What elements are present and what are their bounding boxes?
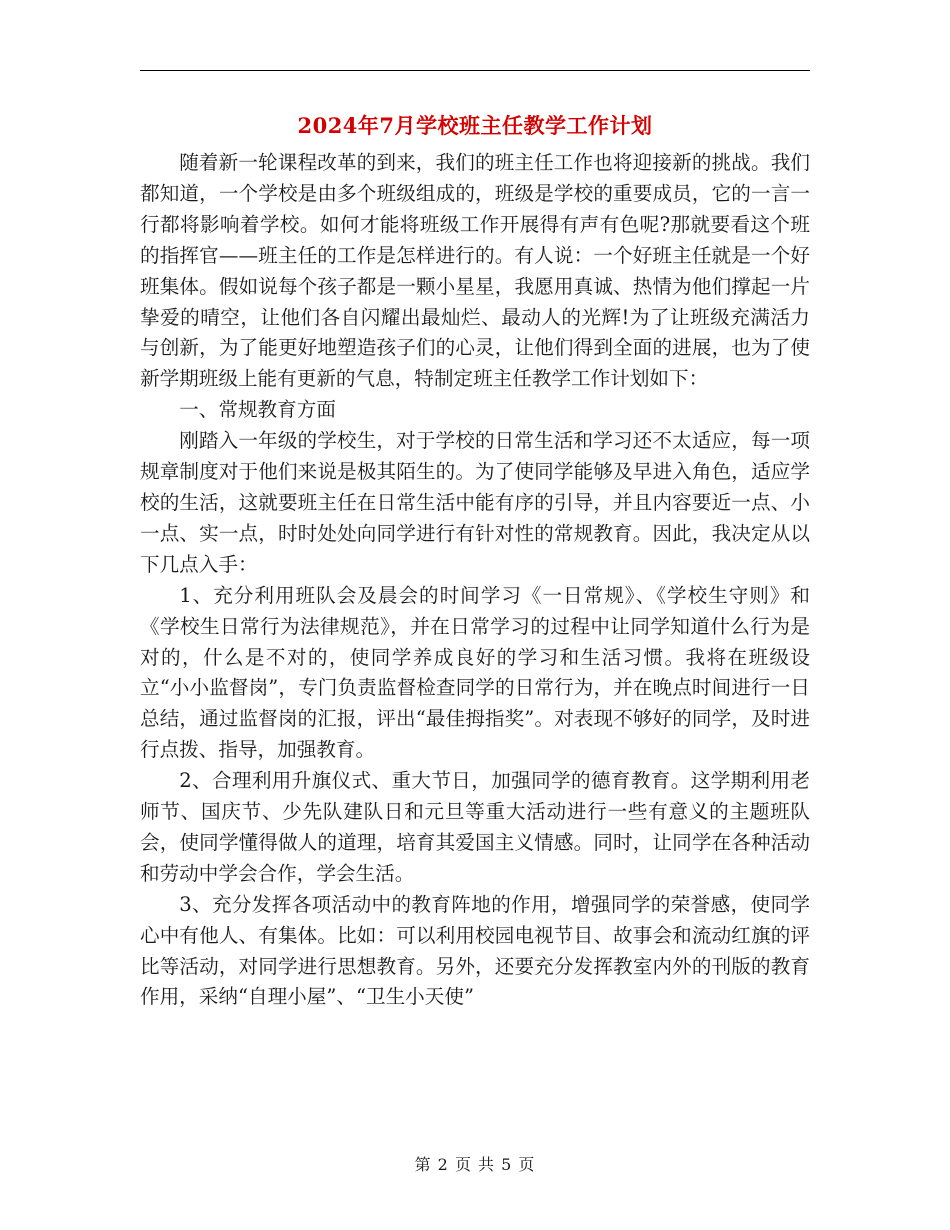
paragraph-item-3: 3、充分发挥各项活动中的教育阵地的作用，增强同学的荣誉感，使同学心中有他人、有集体。比如：可以利用校园电视节目、故事会和流动红旗的评比等活动，对同学进行思想教育。另外，还要充分发挥教室内外的刊版的教育作用，采纳“自理小屋”、“卫生小天使”: [140, 892, 810, 1009]
page-footer: 第 2 页 共 5 页: [414, 1155, 536, 1174]
section-heading-routine-education: 一、常规教育方面: [179, 398, 336, 422]
document-body: [140, 148, 810, 1013]
paragraph-routine-education: 刚踏入一年级的学校生，对于学校的日常生活和学习还不太适应，每一项规章制度对于他们来说是极其陌生的。为了使同学能够及早进入角色，适应学校的生活，这就要班主任在日常生活中能有序的引导，并且内容要近一点、小一点、实一点，时时处处向同学进行有针对性的常规教育。因此，我决定从以下几点入手：: [140, 429, 810, 576]
header-rule: [140, 70, 810, 71]
paragraph-intro: 随着新一轮课程改革的到来，我们的班主任工作也将迎接新的挑战。我们都知道，一个学校是由多个班级组成的，班级是学校的重要成员，它的一言一行都将影响着学校。如何才能将班级工作开展得有声有色呢?那就要看这个班的指挥官——班主任的工作是怎样进行的。有人说：一个好班主任就是一个好班集体。假如说每个孩子都是一颗小星星，我愿用真诚、热情为他们撑起一片挚爱的晴空，让他们各自闪耀出最灿烂、最动人的光辉!为了让班级充满活力与创新，为了能更好地塑造孩子们的心灵，让他们得到全面的进展，也为了使新学期班级上能有更新的气息，特制定班主任教学工作计划如下：: [140, 151, 810, 391]
document-title: 2024年7月学校班主任教学工作计划: [297, 113, 653, 138]
paragraph-item-2: 2、合理利用升旗仪式、重大节日，加强同学的德育教育。这学期利用老师节、国庆节、少先队建队日和元旦等重大活动进行一些有意义的主题班队会，使同学懂得做人的道理，培育其爱国主义情感。同时，让同学在各种活动和劳动中学会合作，学会生活。: [140, 769, 810, 885]
paragraph-item-1: 1、充分利用班队会及晨会的时间学习《一日常规》、《学校生守则》和《学校生日常行为法律规范》，并在日常学习的过程中让同学知道什么行为是对的，什么是不对的，使同学养成良好的学习和生活习惯。我将在班级设立“小小监督岗”，专门负责监督检查同学的日常行为，并在晚点时间进行一日总结，通过监督岗的汇报，评出“最佳拇指奖”。对表现不够好的同学，及时进行点拨、指导，加强教育。: [140, 583, 810, 762]
